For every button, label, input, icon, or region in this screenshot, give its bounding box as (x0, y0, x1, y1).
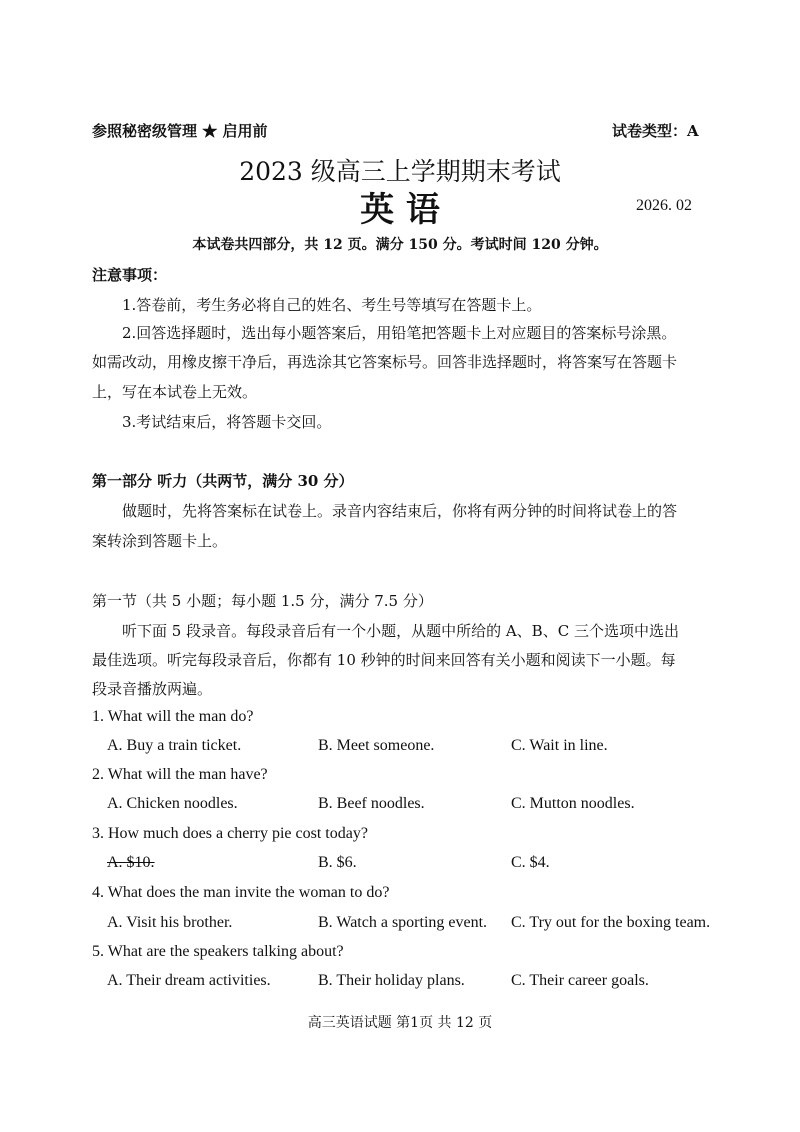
option-b: B. Beef noodles. (318, 795, 425, 812)
section1-instruction-line-1: 听下面 5 段录音。每段录音后有一个小题，从题中所给的 A、B、C 三个选项中选出 (122, 622, 679, 640)
question-stem: 1. What will the man do? (92, 708, 254, 725)
page-footer: 高三英语试题 第1页 共 12 页 (307, 1015, 493, 1031)
option-c: C. Their career goals. (511, 972, 649, 989)
question-stem: 5. What are the speakers talking about? (92, 943, 344, 960)
question-stem: 4. What does the man invite the woman to do? (92, 884, 390, 901)
exam-summary: 本试卷共四部分，共 12 页。满分 150 分。考试时间 120 分钟。 (192, 237, 608, 253)
notes-heading: 注意事项： (92, 266, 168, 284)
option-c: C. Try out for the boxing team. (511, 914, 711, 931)
paper-type-label: 试卷类型：A (612, 122, 699, 140)
note-item-2-line-3: 上，写在本试卷上无效。 (92, 383, 258, 401)
note-item-1: 1.答卷前，考生务必将自己的姓名、考生号等填写在答题卡上。 (122, 296, 542, 314)
exam-date: 2026. 02 (636, 197, 692, 214)
section1-heading: 第一节（共 5 小题；每小题 1.5 分，满分 7.5 分） (92, 592, 433, 610)
question-stem: 2. What will the man have? (92, 766, 268, 783)
option-b: B. Their holiday plans. (318, 972, 465, 989)
option-a: A. Their dream activities. (107, 972, 271, 989)
part1-instruction-line-1: 做题时，先将答案标在试卷上。录音内容结束后，你将有两分钟的时间将试卷上的答 (122, 502, 678, 520)
option-c: C. $4. (511, 854, 550, 871)
option-b: B. $6. (318, 854, 357, 871)
option-c: C. Mutton noodles. (511, 795, 635, 812)
note-item-3: 3.考试结束后，将答题卡交回。 (122, 413, 332, 431)
question-stem: 3. How much does a cherry pie cost today? (92, 825, 368, 842)
option-a: A. $10. (107, 854, 155, 871)
subject-title: 英 语 (360, 190, 440, 230)
note-item-2-line-2: 如需改动，用橡皮擦干净后，再选涂其它答案标号。回答非选择题时，将答案写在答题卡 (92, 353, 678, 371)
section1-instruction-line-3: 段录音播放两遍。 (92, 680, 213, 698)
option-c: C. Wait in line. (511, 737, 608, 754)
note-item-2-line-1: 2.回答选择题时，选出每小题答案后，用铅笔把答题卡上对应题目的答案标号涂黑。 (122, 324, 677, 342)
option-a (107, 737, 241, 755)
option-a: A. Chicken noodles. (107, 795, 238, 812)
section1-instruction-line-2: 最佳选项。听完每段录音后，你都有 10 秒钟的时间来回答有关小题和阅读下一小题。每 (92, 651, 676, 669)
option-a-text: A. Buy a train ticket. (107, 737, 242, 754)
part1-instruction-line-2: 案转涂到答题卡上。 (92, 532, 228, 550)
option-b: B. Meet someone. (318, 737, 435, 754)
confidentiality-label: 参照秘密级管理 ★ 启用前 (92, 122, 268, 140)
exam-title: 2023 级高三上学期期末考试 (239, 157, 561, 186)
option-b: B. Watch a sporting event. (318, 914, 488, 931)
option-a: A. Visit his brother. (107, 914, 233, 931)
part1-heading: 第一部分 听力（共两节，满分 30 分） (92, 472, 354, 490)
